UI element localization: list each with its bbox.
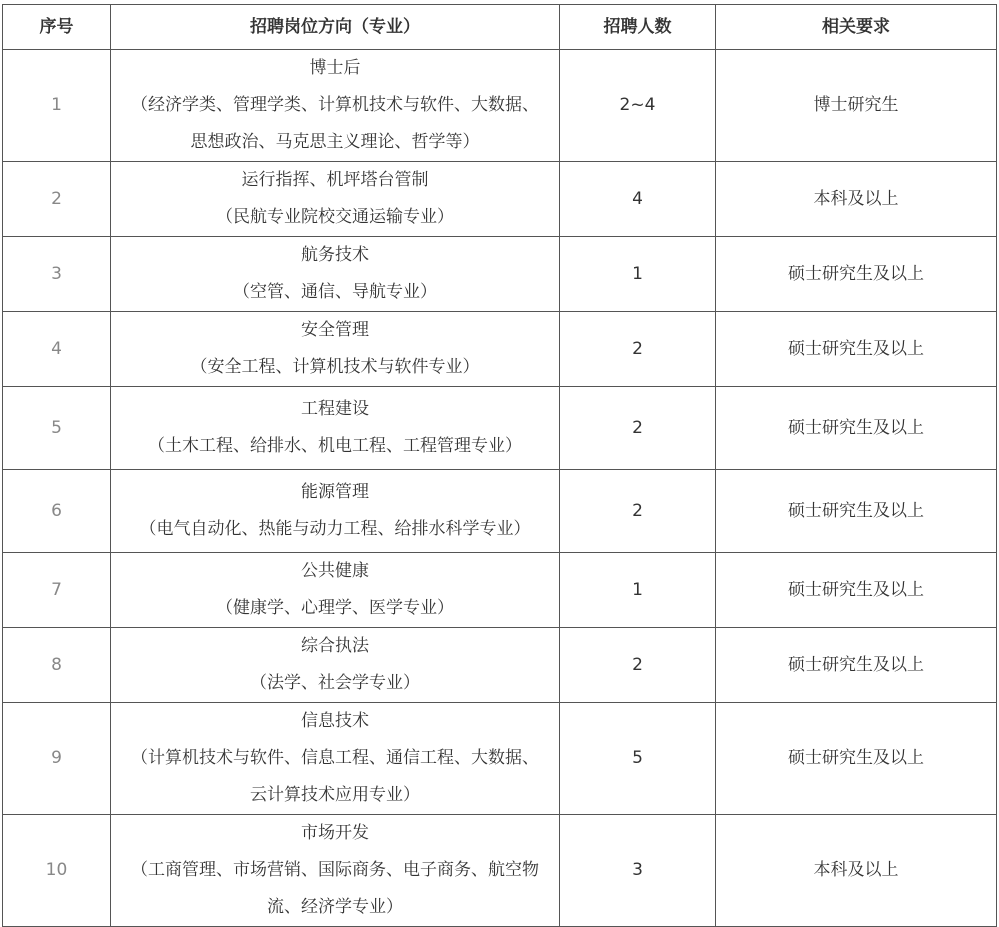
position-majors: （安全工程、计算机技术与软件专业） [190, 357, 480, 377]
row-number: 8 [3, 628, 111, 703]
row-number: 10 [3, 815, 111, 927]
row-number: 6 [3, 470, 111, 553]
row-number: 7 [3, 553, 111, 628]
requirement: 本科及以上 [716, 162, 997, 237]
table-row [3, 237, 997, 312]
row-number: 1 [3, 50, 111, 162]
position-majors: （工商管理、市场营销、国际商务、电子商务、航空物流、经济学专业） [131, 860, 539, 917]
position-cell [111, 237, 560, 312]
table-body [3, 50, 997, 927]
row-number: 5 [3, 387, 111, 470]
requirement: 硕士研究生及以上 [716, 553, 997, 628]
position-title: 公共健康 [301, 561, 369, 581]
table-row [3, 553, 997, 628]
header-position: 招聘岗位方向（专业） [111, 5, 560, 50]
table-row [3, 703, 997, 815]
position-cell [111, 162, 560, 237]
row-number: 3 [3, 237, 111, 312]
position-cell [111, 470, 560, 553]
row-number: 4 [3, 312, 111, 387]
requirement: 本科及以上 [716, 815, 997, 927]
header-no: 序号 [3, 5, 111, 50]
position-title: 航务技术 [301, 245, 369, 265]
headcount: 2 [560, 312, 716, 387]
headcount: 2 [560, 387, 716, 470]
position-majors: （土木工程、给排水、机电工程、工程管理专业） [148, 436, 522, 456]
requirement: 硕士研究生及以上 [716, 470, 997, 553]
position-title: 运行指挥、机坪塔台管制 [241, 170, 429, 190]
position-cell [111, 387, 560, 470]
header-requirement: 相关要求 [716, 5, 997, 50]
recruitment-table [2, 4, 997, 927]
row-number: 2 [3, 162, 111, 237]
position-majors: （民航专业院校交通运输专业） [216, 207, 454, 227]
table-row [3, 815, 997, 927]
position-cell [111, 703, 560, 815]
table-row [3, 162, 997, 237]
header-row [3, 5, 997, 50]
requirement: 硕士研究生及以上 [716, 237, 997, 312]
position-title: 能源管理 [301, 482, 369, 502]
row-number: 9 [3, 703, 111, 815]
headcount: 2~4 [560, 50, 716, 162]
position-majors: （电气自动化、热能与动力工程、给排水科学专业） [139, 519, 531, 539]
headcount: 2 [560, 470, 716, 553]
position-majors: （计算机技术与软件、信息工程、通信工程、大数据、云计算技术应用专业） [131, 748, 539, 805]
position-majors: （空管、通信、导航专业） [233, 282, 437, 302]
table-row [3, 387, 997, 470]
headcount: 3 [560, 815, 716, 927]
table-row [3, 628, 997, 703]
headcount: 5 [560, 703, 716, 815]
table-row [3, 470, 997, 553]
requirement: 博士研究生 [716, 50, 997, 162]
headcount: 2 [560, 628, 716, 703]
table-header [3, 5, 997, 50]
requirement: 硕士研究生及以上 [716, 628, 997, 703]
headcount: 4 [560, 162, 716, 237]
position-title: 市场开发 [301, 823, 369, 843]
requirement: 硕士研究生及以上 [716, 387, 997, 470]
position-majors: （法学、社会学专业） [250, 673, 420, 693]
position-majors: （经济学类、管理学类、计算机技术与软件、大数据、思想政治、马克思主义理论、哲学等） [131, 95, 539, 152]
position-majors: （健康学、心理学、医学专业） [216, 598, 454, 618]
position-title: 博士后 [309, 58, 361, 78]
requirement: 硕士研究生及以上 [716, 312, 997, 387]
headcount: 1 [560, 237, 716, 312]
position-cell [111, 50, 560, 162]
position-title: 信息技术 [301, 711, 369, 731]
requirement: 硕士研究生及以上 [716, 703, 997, 815]
headcount: 1 [560, 553, 716, 628]
position-cell [111, 815, 560, 927]
position-title: 综合执法 [301, 636, 369, 656]
table-row [3, 312, 997, 387]
position-cell [111, 553, 560, 628]
header-count: 招聘人数 [560, 5, 716, 50]
position-cell [111, 312, 560, 387]
table-row [3, 50, 997, 162]
position-title: 工程建设 [301, 399, 369, 419]
position-cell [111, 628, 560, 703]
position-title: 安全管理 [301, 320, 369, 340]
